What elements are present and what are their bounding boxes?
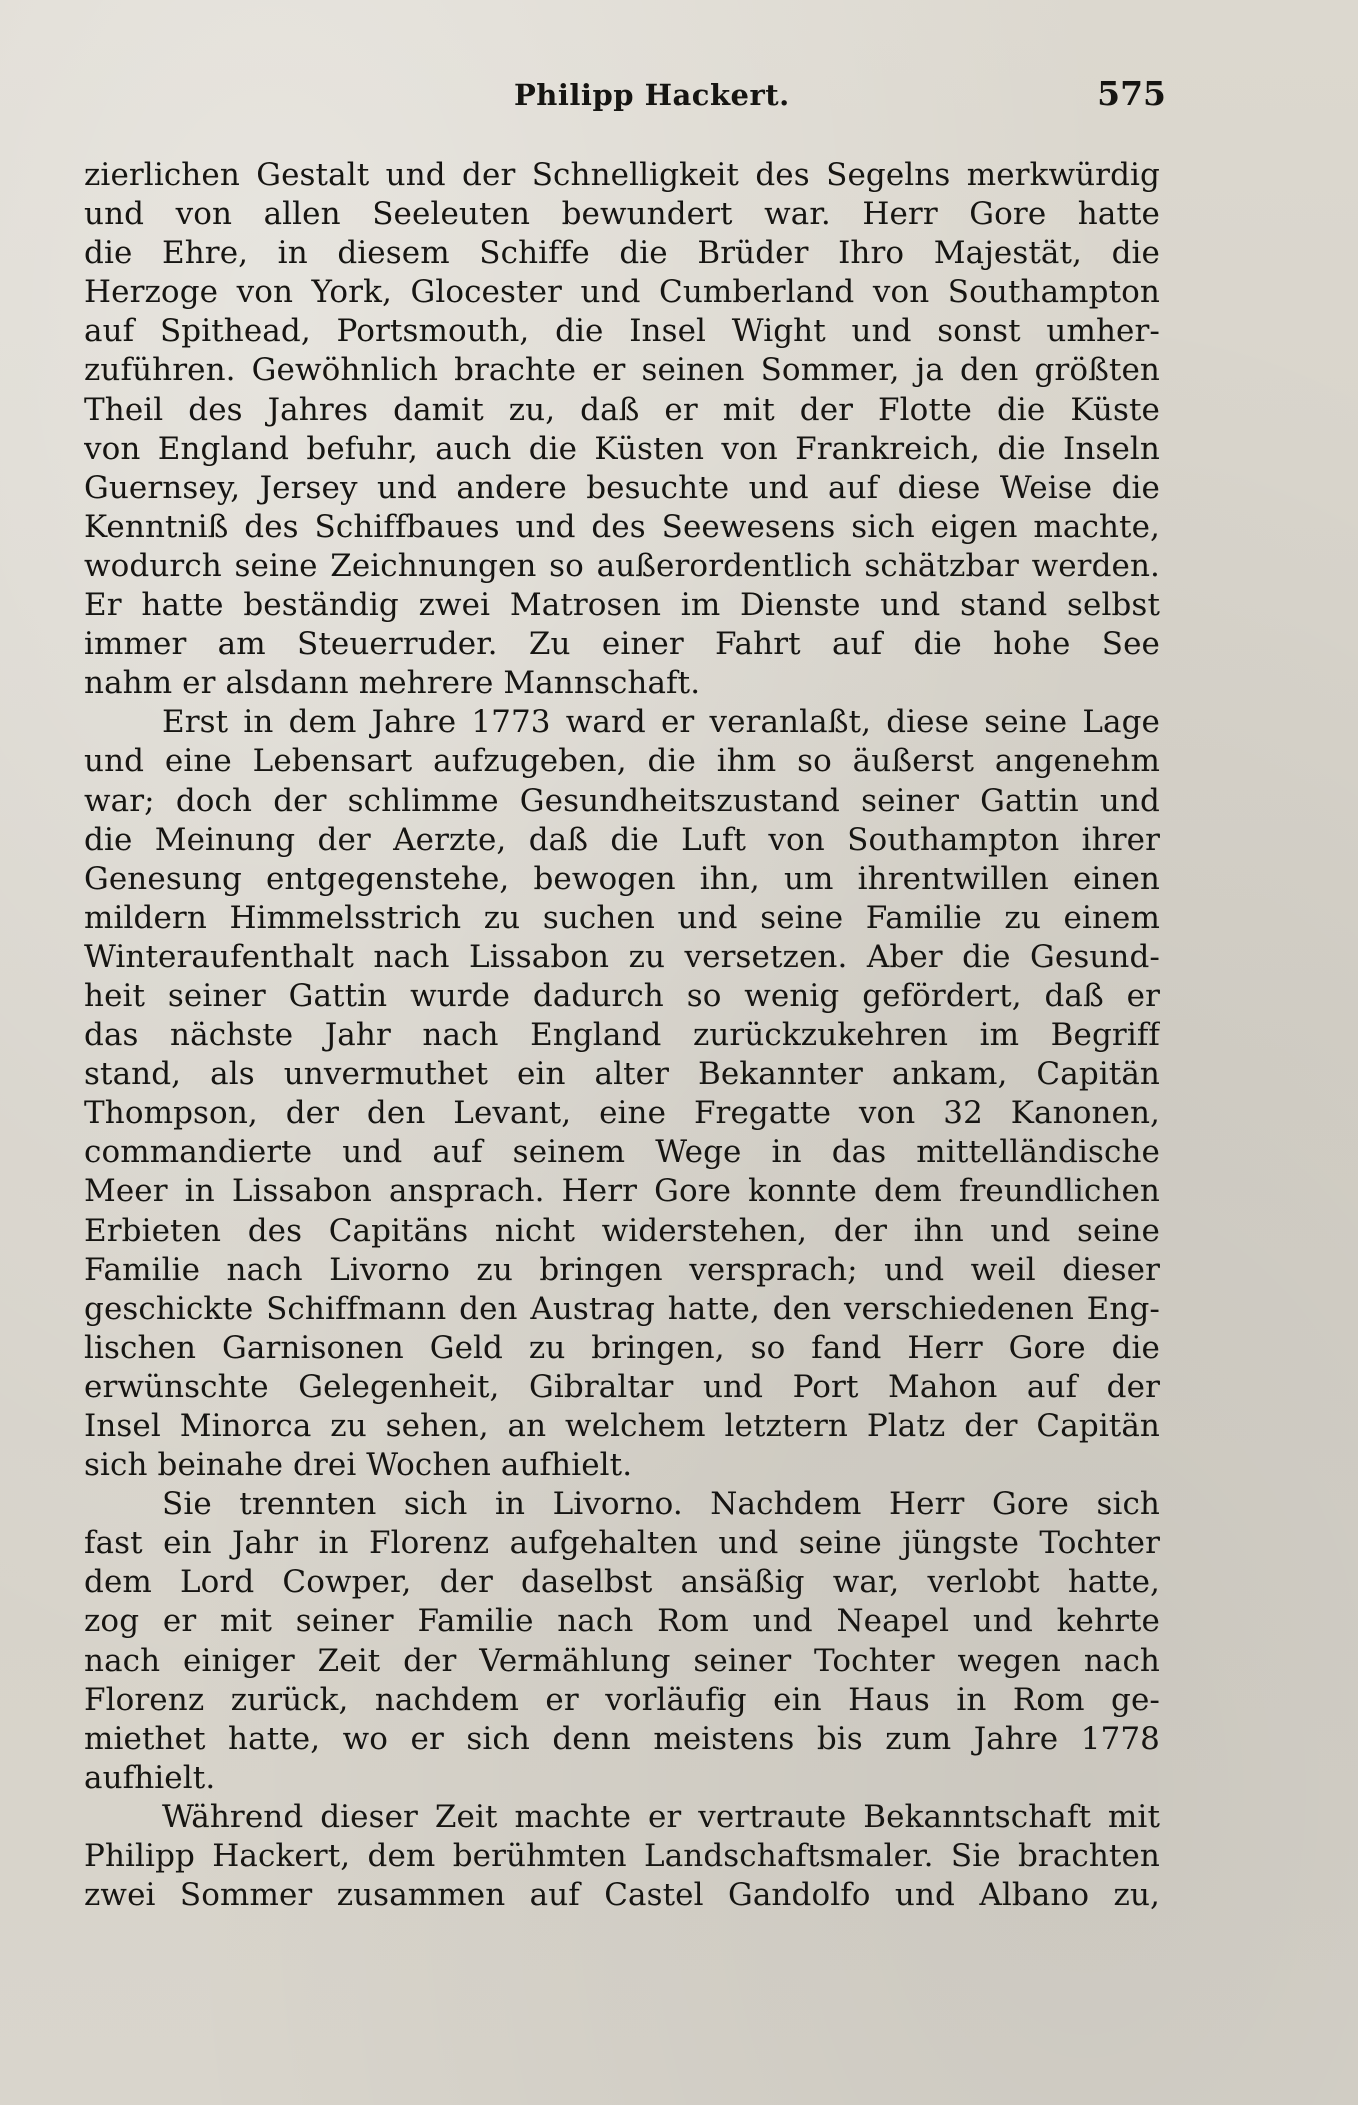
text-line: sich beinahe drei Wochen aufhielt.: [84, 1447, 633, 1484]
paragraph: [84, 1485, 1160, 1798]
text-line: dem Lord Cowper, der daselbst ansäßig war, verlobt hatte,: [84, 1564, 1160, 1601]
page-header: [84, 74, 1166, 122]
text-line: mildern Himmelsstrich zu suchen und seine Familie zu einem: [84, 899, 1160, 936]
text-line: fast ein Jahr in Florenz aufgehalten und seine jüngste Tochter: [84, 1525, 1160, 1562]
text-line: zierlichen Gestalt und der Schnelligkeit des Segelns merkwürdig: [84, 157, 1160, 193]
text-line: nahm er alsdann mehrere Mannschaft.: [84, 665, 701, 702]
text-line: zwei Sommer zusammen auf Castel Gandolfo und Albano zu,: [84, 1877, 1160, 1914]
text-line: commandierte und auf seinem Wege in das mittelländische: [84, 1134, 1160, 1171]
text-line: Kenntniß des Schiffbaues und des Seewesens sich eigen machte,: [84, 508, 1160, 545]
text-line: geschickte Schiffmann den Austrag hatte, den verschiedenen Eng-: [84, 1290, 1160, 1327]
text-line: aufhielt.: [84, 1759, 216, 1796]
text-line: die Meinung der Aerzte, daß die Luft von Southampton ihrer: [84, 821, 1160, 858]
text-line: Genesung entgegenstehe, bewogen ihn, um ihrentwillen einen: [84, 860, 1160, 897]
text-line: Guernsey, Jersey und andere besuchte und auf diese Weise die: [84, 469, 1160, 506]
text-line: das nächste Jahr nach England zurückzukehren im Begriff: [84, 1017, 1160, 1054]
text-line: miethet hatte, wo er sich denn meistens bis zum Jahre 1778: [84, 1720, 1160, 1757]
paragraph: [84, 156, 1160, 703]
text-line: Theil des Jahres damit zu, daß er mit der Flotte die Küste: [84, 391, 1160, 428]
text-line: immer am Steuerruder. Zu einer Fahrt auf die hohe See: [84, 626, 1160, 663]
page-number: 575: [1097, 74, 1166, 113]
text-line: zuführen. Gewöhnlich brachte er seinen Sommer, ja den größten: [84, 352, 1160, 389]
text-line: von England befuhr, auch die Küsten von Frankreich, die Inseln: [84, 430, 1160, 467]
text-line: lischen Garnisonen Geld zu bringen, so fand Herr Gore die: [84, 1329, 1160, 1366]
text-line: Während dieser Zeit machte er vertraute Bekanntschaft mit: [162, 1798, 1160, 1835]
text-line: Sie trennten sich in Livorno. Nachdem Herr Gore sich: [162, 1486, 1160, 1523]
paragraph: [84, 703, 1160, 1485]
text-line: und eine Lebensart aufzugeben, die ihm so äußerst angenehm: [84, 743, 1160, 780]
text-line: Meer in Lissabon ansprach. Herr Gore konnte dem freundlichen: [84, 1173, 1160, 1210]
running-title: Philipp Hackert.: [514, 78, 790, 112]
paragraph: [84, 1798, 1160, 1915]
text-line: nach einiger Zeit der Vermählung seiner Tochter wegen nach: [84, 1642, 1160, 1679]
text-line: Thompson, der den Levant, eine Fregatte von 32 Kanonen,: [84, 1095, 1160, 1132]
text-line: Insel Minorca zu sehen, an welchem letztern Platz der Capitän: [84, 1408, 1160, 1444]
text-line: zog er mit seiner Familie nach Rom und Neapel und kehrte: [84, 1603, 1160, 1640]
text-line: stand, als unvermuthet ein alter Bekannter ankam, Capitän: [84, 1056, 1160, 1093]
text-line: die Ehre, in diesem Schiffe die Brüder Ihro Majestät, die: [84, 235, 1160, 272]
text-line: Florenz zurück, nachdem er vorläufig ein Haus in Rom ge-: [84, 1681, 1160, 1718]
text-line: wodurch seine Zeichnungen so außerordentlich schätzbar werden.: [84, 547, 1160, 584]
text-line: auf Spithead, Portsmouth, die Insel Wight und sonst umher-: [84, 313, 1160, 350]
text-line: Erbieten des Capitäns nicht widerstehen, der ihn und seine: [84, 1212, 1160, 1249]
text-line: heit seiner Gattin wurde dadurch so wenig gefördert, daß er: [84, 977, 1160, 1014]
text-line: Er hatte beständig zwei Matrosen im Dienste und stand selbst: [84, 587, 1160, 624]
text-line: Erst in dem Jahre 1773 ward er veranlaßt, diese seine Lage: [162, 704, 1160, 741]
text-line: erwünschte Gelegenheit, Gibraltar und Port Mahon auf der: [84, 1368, 1160, 1405]
text-line: Winteraufenthalt nach Lissabon zu versetzen. Aber die Gesund-: [84, 938, 1160, 975]
text-line: Philipp Hackert, dem berühmten Landschaftsmaler. Sie brachten: [84, 1838, 1160, 1875]
text-line: Herzoge von York, Glocester und Cumberland von Southampton: [84, 274, 1160, 311]
text-line: und von allen Seeleuten bewundert war. Herr Gore hatte: [84, 196, 1160, 233]
text-line: war; doch der schlimme Gesundheitszustand seiner Gattin und: [84, 782, 1160, 819]
text-line: Familie nach Livorno zu bringen versprach; und weil dieser: [84, 1251, 1160, 1288]
body-text: [84, 156, 1160, 1915]
